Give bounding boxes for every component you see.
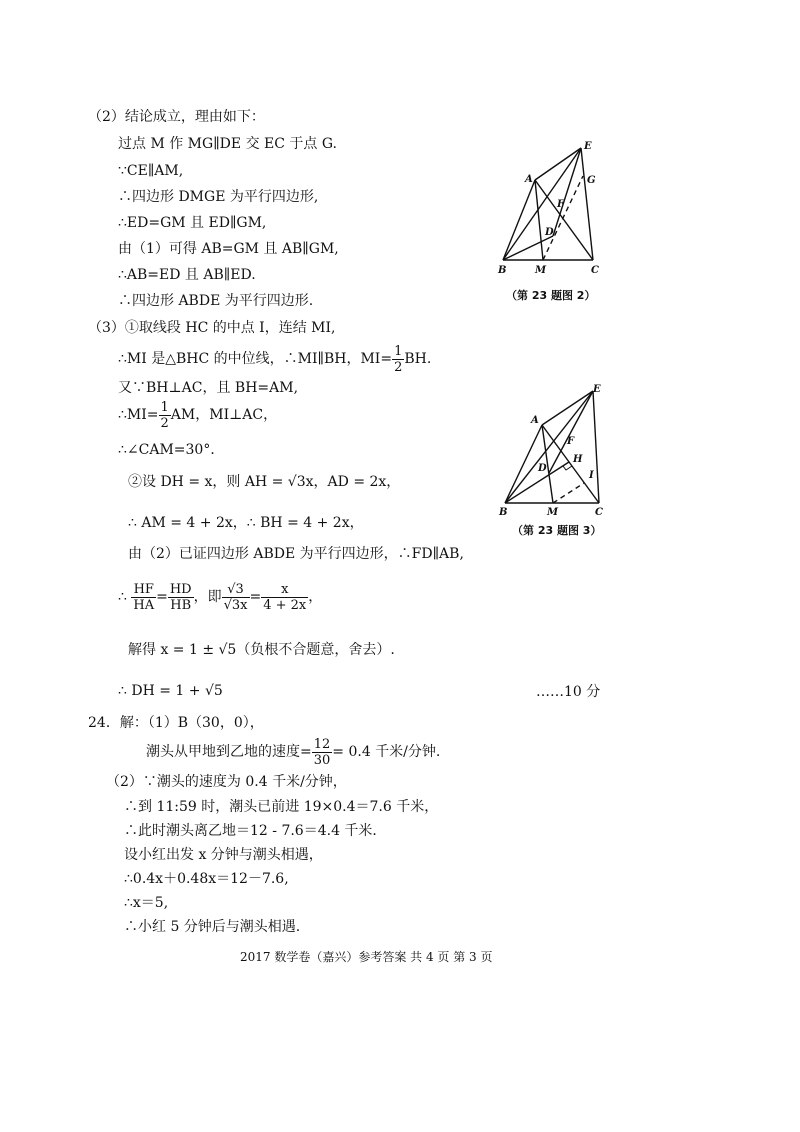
q24-line-5: ∴0.4x＋0.48x＝12－7.6, [124,871,289,887]
part3-line-6: ∴ AM = 4 + 2x，∴ BH = 4 + 2x， [128,515,364,531]
fraction-numerator: 1 [394,343,403,359]
q24-line-1-a: 潮头从甲地到乙地的速度= [146,744,312,760]
label-E: E [593,384,601,395]
label-D: D [538,463,547,474]
part3-line-8 [118,580,322,614]
seg-EC [581,148,593,260]
fraction-numerator: 1 [160,399,169,415]
part3-line-3-a: ∴MI= [118,407,159,423]
label-F: F [557,199,565,210]
part3-line-2: 又∵BH⊥AC，且 BH=AM, [118,380,299,396]
seg-EC [593,391,599,503]
fraction-denominator: 2 [394,359,403,375]
seg-MG [543,176,583,260]
fraction-half-2 [159,400,171,431]
q24-line-3: ∴此时潮头离乙地＝12 - 7.6＝4.4 千米． [124,823,387,839]
fraction-numerator: 12 [313,736,331,752]
part2-line-2: ∵CE∥AM, [118,163,184,179]
figure-23-3-caption: （第 23 题图 3） [512,524,602,537]
label-A: A [525,174,533,185]
fraction-denominator: HA [133,597,155,613]
label-C: C [595,507,603,518]
label-I: I [589,470,594,481]
label-G: G [587,175,596,186]
figure-23-3 [497,383,609,519]
part2-header: （2）结论成立，理由如下： [88,109,265,125]
q24-line-1 [146,735,440,769]
label-A: A [531,415,539,426]
fraction-half-1 [392,344,404,375]
seg-MI [553,483,584,503]
equals-sign: = [249,589,262,605]
fraction-hf-ha [131,582,156,613]
part3-line-1-a: ∴MI 是△BHC 的中位线，∴MI∥BH，MI= [118,351,393,367]
seg-AE [535,148,581,180]
fraction-denominator: 2 [160,415,169,431]
seg-AE [542,391,593,425]
part3-line-1-b: BH. [404,351,432,367]
q24-header: 24．解：（1）B（30，0）， [88,715,264,731]
fraction-numerator: √3 [222,582,250,598]
part3-line-10: ∴ DH = 1 + √5 [118,683,223,699]
fraction-denominator: 30 [313,752,331,768]
q24-part2-header: （2）∵潮头的速度为 0.4 千米/分钟， [106,774,347,790]
label-M: M [535,265,547,276]
seg-DE [549,391,593,473]
fraction-sqrt3 [222,582,250,613]
fraction-denominator: √3x [223,597,248,613]
label-B: B [499,507,508,518]
fraction-numerator: HF [131,582,156,598]
label-M: M [547,507,559,518]
q24-line-4: 设小红出发 x 分钟与潮头相遇， [124,847,323,863]
part2-line-3: ∴四边形 DMGE 为平行四边形, [118,189,319,205]
part2-line-1: 过点 M 作 MG∥DE 交 EC 于点 G. [118,136,337,152]
equals-sign: = [156,589,168,605]
label-D: D [545,227,554,238]
right-angle-mark [563,466,572,470]
fraction-numerator: HD [169,581,192,597]
q24-line-1-b: = 0.4 千米/分钟. [332,744,441,760]
seg-AM [535,180,543,260]
part3-line-4: ∴∠CAM=30°． [118,442,225,458]
part3-line-3 [118,399,277,431]
label-C: C [591,265,599,276]
ji-connector: ，即 [193,589,222,605]
therefore-symbol: ∴ [118,589,127,605]
part2-line-7: ∴四边形 ABDE 为平行四边形. [118,293,314,309]
fraction-hd-hb [168,582,194,613]
part3-line-9: 解得 x = 1 ± √5（负根不合题意，舍去）. [128,642,395,658]
part3-header: （3）①取线段 HC 的中点 I，连结 MI, [88,320,336,336]
q24-line-2: ∴到 11:59 时，潮头已前进 19×0.4＝7.6 千米， [124,799,439,815]
seg-AC [535,180,593,260]
fraction-denominator: 4 + 2x [263,597,307,613]
part2-line-6: ∴AB=ED 且 AB∥ED. [118,267,256,283]
q24-line-7: ∴小红 5 分钟后与潮头相遇. [124,919,301,935]
part3-line-3-b: AM，MI⊥AC， [170,407,278,423]
label-F: F [567,436,575,447]
seg-DE [553,148,581,236]
fraction-denominator: HB [170,597,192,613]
page-footer: 2017 数学卷（嘉兴）参考答案 共 4 页 第 3 页 [240,950,493,964]
part2-line-4: ∴ED=GM 且 ED∥GM, [118,215,267,231]
part2-line-5: 由（1）可得 AB=GM 且 AB∥GM, [118,241,339,257]
part3-line-1 [118,343,431,375]
figure-23-2 [495,138,610,278]
fraction-12-30 [312,737,333,768]
fraction-x [261,582,308,613]
q24-line-6: ∴x＝5, [124,895,169,911]
comma: ， [308,589,323,605]
score-note: ……10 分 [536,684,601,700]
part3-line-5: ②设 DH = x，则 AH = √3x，AD = 2x， [128,474,401,490]
fraction-numerator: x [261,582,308,598]
label-E: E [584,141,592,152]
figure-23-2-caption: （第 23 题图 2） [506,289,596,302]
label-H: H [573,454,583,465]
label-B: B [498,265,507,276]
part3-line-7: 由（2）已证四边形 ABDE 为平行四边形，∴FD∥AB, [128,546,464,562]
